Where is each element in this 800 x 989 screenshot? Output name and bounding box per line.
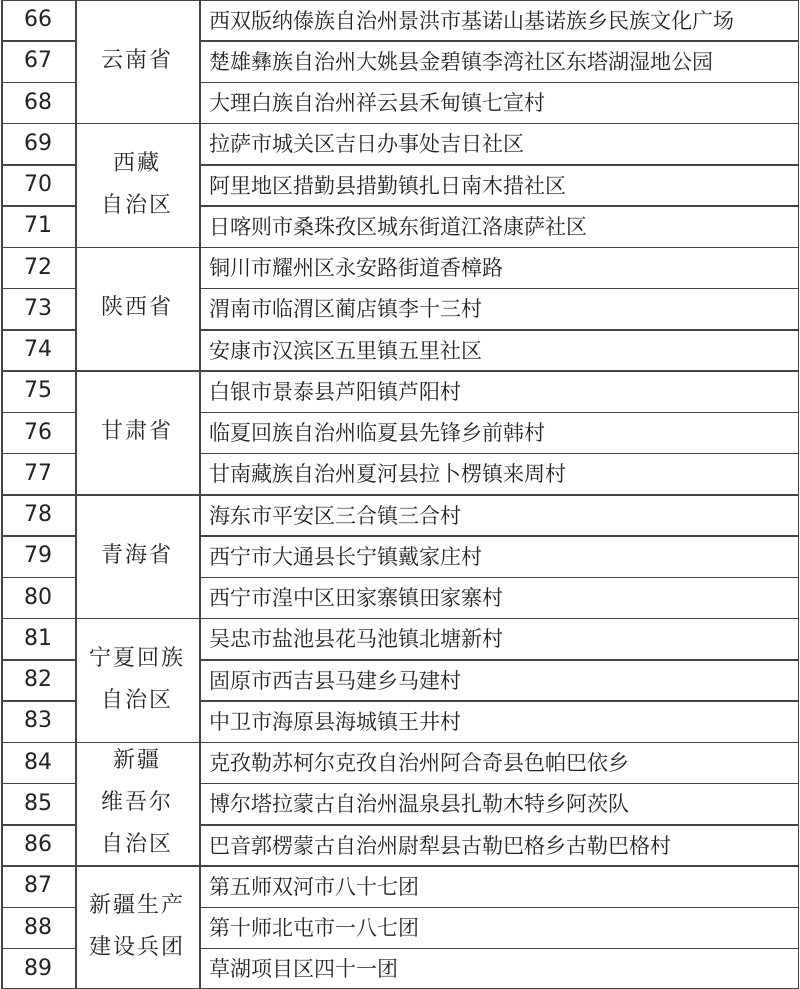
row-number: 87 [24,873,52,899]
row-divider [1,412,75,414]
row-number: 85 [24,790,52,816]
region-cell [75,865,199,989]
row-divider [199,659,799,661]
row-divider [199,948,799,950]
region-cell [75,123,199,247]
row-number: 74 [24,337,52,363]
place-name: 大理白族自治州祥云县禾甸镇七宣村 [209,91,545,116]
place-name: 克孜勒苏柯尔克孜自治州阿合奇县色帕巴依乡 [209,751,629,776]
row-divider [1,783,75,785]
row-divider [1,659,75,661]
row-divider [1,453,75,455]
column-divider [798,0,800,989]
row-number: 82 [24,667,52,693]
place-name: 拉萨市城关区吉日办事处吉日社区 [209,132,524,157]
row-number: 84 [24,749,52,775]
place-name: 中卫市海原县海城镇王井村 [209,709,461,734]
region-cell [75,742,199,866]
row-divider [199,329,799,331]
column-divider [75,0,77,989]
row-divider [1,288,75,290]
place-name: 安康市汉滨区五里镇五里社区 [209,338,482,363]
region-label-line: 自治区 [100,832,173,858]
row-number: 69 [24,130,52,156]
row-number: 77 [24,460,52,486]
place-name: 临夏回族自治州临夏县先锋乡前韩村 [209,421,545,446]
row-number: 66 [24,7,52,33]
region-label-line: 云南省 [100,47,173,73]
row-number: 89 [24,955,52,981]
place-name: 巴音郭楞蒙古自治州尉犁县古勒巴格乡古勒巴格村 [209,833,671,858]
region-cell [75,247,199,371]
row-divider [199,907,799,909]
row-number: 68 [24,89,52,115]
row-divider [199,783,799,785]
row-divider [199,700,799,702]
row-divider [1,824,75,826]
place-name: 日喀则市桑珠孜区城东街道江洛康萨社区 [209,214,587,239]
place-name: 甘南藏族自治州夏河县拉卜楞镇来周村 [209,462,566,487]
place-name: 渭南市临渭区蔺店镇李十三村 [209,297,482,322]
region-cell [75,370,199,494]
row-divider [199,453,799,455]
place-name: 铜川市耀州区永安路街道香樟路 [209,256,503,281]
column-divider [1,0,3,989]
row-number: 67 [24,48,52,74]
row-divider [199,82,799,84]
row-divider [1,164,75,166]
row-divider [1,205,75,207]
place-name: 西宁市大通县长宁镇戴家庄村 [209,544,482,569]
place-name: 固原市西吉县马建乡马建村 [209,668,461,693]
place-name: 白银市景泰县芦阳镇芦阳村 [209,379,461,404]
row-number: 71 [24,213,52,239]
row-number: 76 [24,419,52,445]
row-number: 86 [24,832,52,858]
place-name: 吴忠市盐池县花马池镇北塘新村 [209,627,503,652]
row-divider [1,40,75,42]
row-divider [1,535,75,537]
column-divider [199,0,201,989]
row-divider [1,329,75,331]
region-label-line: 自治区 [100,192,173,218]
place-name: 楚雄彝族自治州大姚县金碧镇李湾社区东塔湖湿地公园 [209,49,713,74]
region-label-line: 建设兵团 [88,935,185,961]
region-label-line: 新疆生产 [88,893,185,919]
row-number: 73 [24,295,52,321]
row-number: 72 [24,254,52,280]
region-label-line: 新疆 [112,748,161,774]
row-divider [1,577,75,579]
region-label-line: 陕西省 [100,295,173,321]
region-label-line: 西藏 [112,150,161,176]
row-divider [199,412,799,414]
region-cell [75,618,199,742]
region-label-line: 宁夏回族 [88,645,185,671]
row-divider [199,164,799,166]
region-label-line: 维吾尔 [100,790,173,816]
row-number: 75 [24,378,52,404]
region-cell [75,0,199,123]
place-name: 海东市平安区三合镇三合村 [209,503,461,528]
row-divider [199,40,799,42]
region-label-line: 自治区 [100,687,173,713]
row-divider [199,205,799,207]
row-divider [1,700,75,702]
row-number: 83 [24,708,52,734]
row-number: 80 [24,584,52,610]
row-number: 79 [24,543,52,569]
region-label-line: 甘肃省 [100,419,173,445]
row-divider [199,824,799,826]
places-table [1,0,799,989]
row-divider [1,948,75,950]
place-name: 草湖项目区四十一团 [209,957,398,982]
region-cell [75,494,199,618]
place-name: 博尔塔拉蒙古自治州温泉县扎勒木特乡阿茨队 [209,792,629,817]
place-name: 第十师北屯市一八七团 [209,916,419,941]
place-name: 西宁市湟中区田家寨镇田家寨村 [209,586,503,611]
place-name: 阿里地区措勤县措勤镇扎日南木措社区 [209,173,566,198]
row-divider [199,288,799,290]
row-number: 88 [24,914,52,940]
row-divider [199,535,799,537]
row-number: 81 [24,625,52,651]
row-number: 70 [24,172,52,198]
row-number: 78 [24,502,52,528]
row-divider [1,907,75,909]
region-label-line: 青海省 [100,542,173,568]
row-divider [199,577,799,579]
place-name: 西双版纳傣族自治州景洪市基诺山基诺族乡民族文化广场 [209,8,734,33]
row-divider [1,82,75,84]
place-name: 第五师双河市八十七团 [209,874,419,899]
